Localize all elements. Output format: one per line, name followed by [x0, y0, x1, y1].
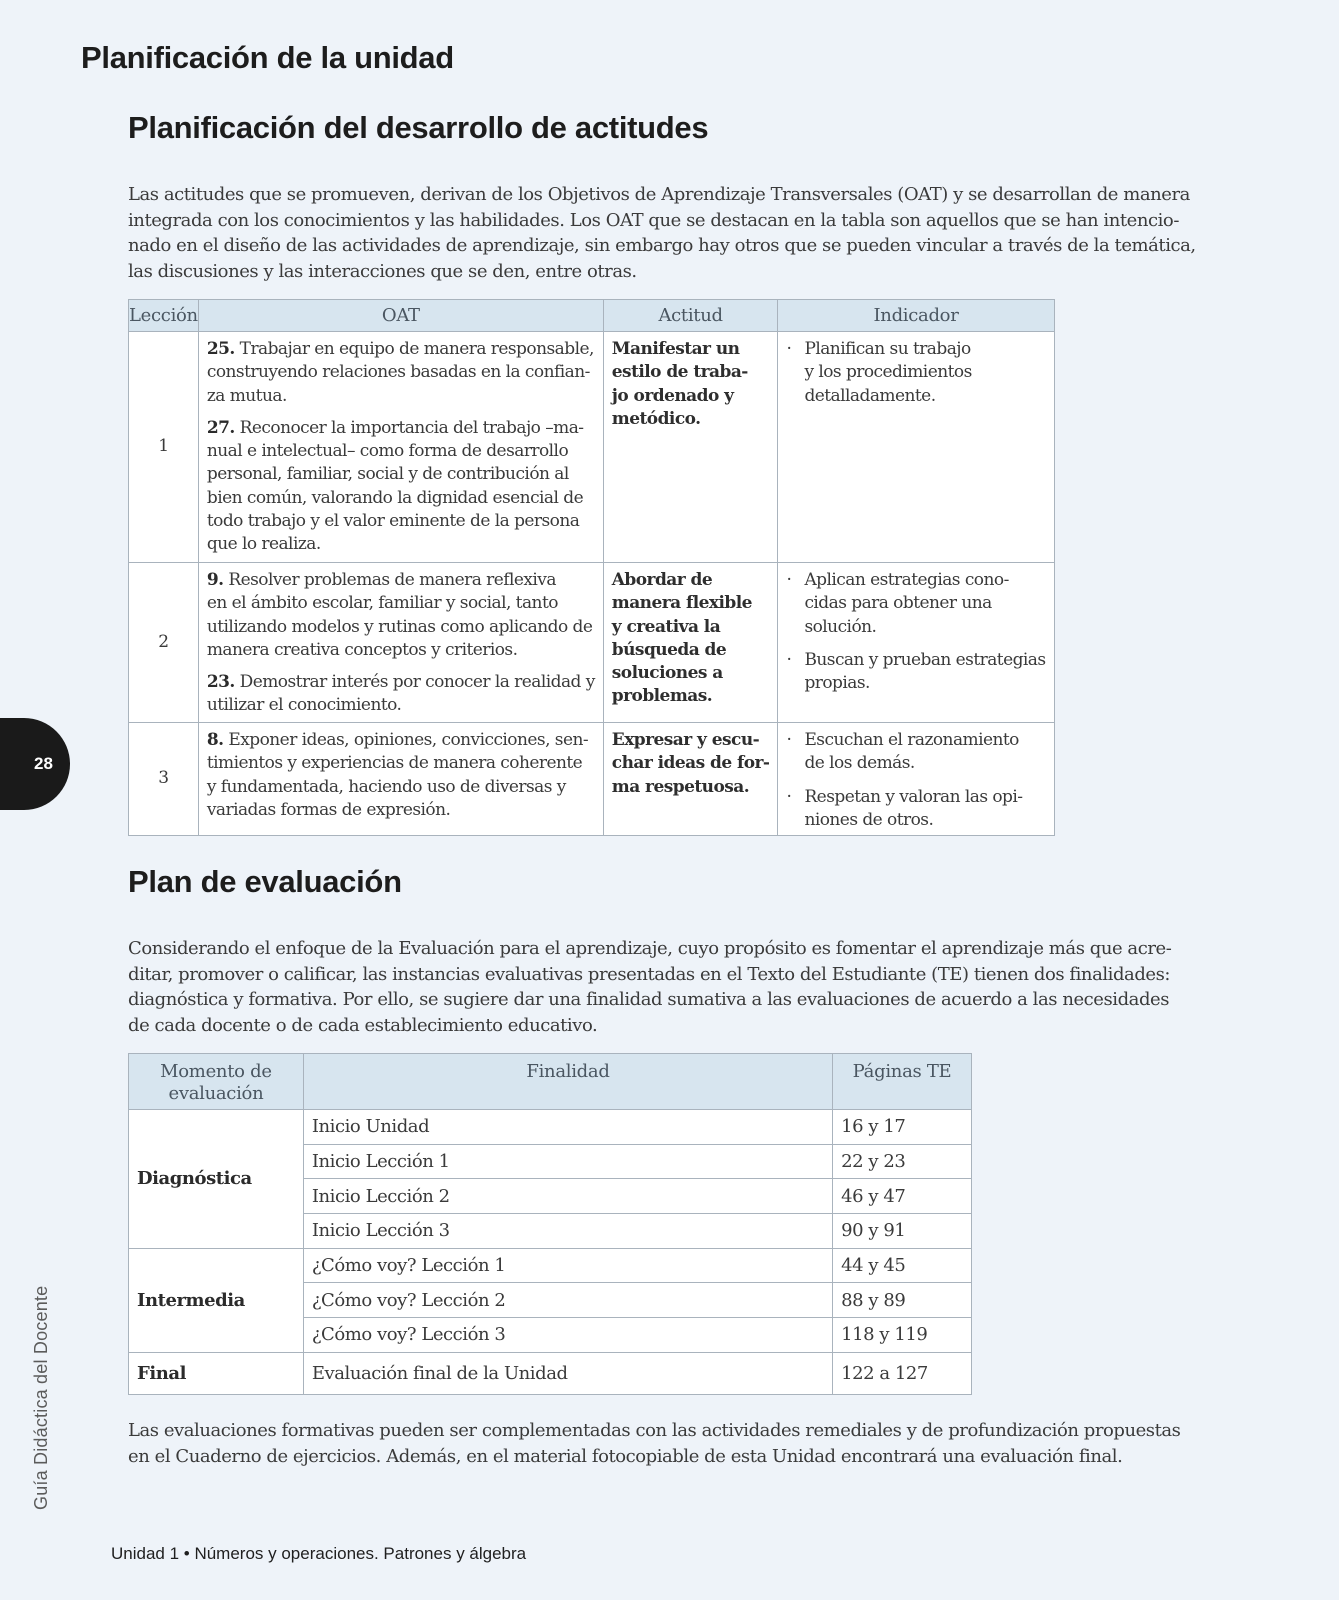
indicator-line: niones de otros.: [804, 809, 934, 830]
page-title: Planificación de la unidad: [81, 40, 454, 75]
indicator-line: propias.: [804, 673, 870, 694]
indicator-line: solución.: [804, 616, 877, 637]
pages-cell: 88 y 89: [833, 1283, 972, 1318]
oat-item: [207, 671, 595, 718]
table-row: [129, 1110, 972, 1145]
attitude-cell: [603, 332, 778, 563]
attitude-line: problemas.: [611, 686, 713, 707]
bullet-icon: ·: [786, 570, 792, 590]
oat-item: [207, 569, 595, 662]
table-row: [129, 723, 1055, 836]
table-row: [129, 332, 1055, 563]
oat-text-line: Resolver problemas de manera reflexiva: [223, 570, 556, 590]
header-attitude: Actitud: [603, 300, 778, 332]
side-guide-label: Guía Didáctica del Docente: [31, 1285, 51, 1510]
oat-text-line: timientos y experiencias de manera coherente: [206, 753, 583, 774]
purpose-cell: Inicio Unidad: [303, 1110, 832, 1145]
bullet-icon: ·: [786, 649, 792, 670]
indicator-line: y los procedimientos: [804, 362, 972, 383]
header-line: Momento de: [160, 1061, 272, 1082]
indicator-line: Respetan y valoran las opi-: [804, 786, 1023, 807]
oat-text-line: y fundamentada, haciendo uso de diversas y: [206, 776, 566, 797]
pages-cell: 46 y 47: [833, 1179, 972, 1214]
attitude-line: manera flexible: [611, 593, 752, 614]
oat-text-line: que lo realiza.: [206, 534, 321, 555]
header-purpose: Finalidad: [303, 1054, 832, 1110]
attitudes-section-title: Planificación del desarrollo de actitudes: [128, 110, 709, 145]
paragraph-line: Considerando el enfoque de la Evaluación para el aprendizaje, cuyo propósito es fomentar el aprendizaje más que acre-: [128, 938, 1172, 959]
oat-text-line: variadas formas de expresión.: [206, 799, 451, 820]
oat-cell: [198, 723, 603, 836]
moment-cell: Intermedia: [129, 1248, 304, 1352]
evaluation-intro-paragraph: [128, 936, 1172, 1038]
bullet-icon: ·: [786, 339, 792, 359]
page-number: 28: [34, 754, 53, 773]
indicator-line: Buscan y prueban estrategias: [804, 649, 1046, 670]
lesson-number: 2: [129, 563, 199, 723]
pages-cell: 16 y 17: [833, 1110, 972, 1145]
oat-text-line: bien común, valorando la dignidad esencial de: [206, 487, 584, 508]
pages-cell: 122 a 127: [833, 1352, 972, 1394]
oat-number: 23.: [206, 672, 235, 693]
oat-text-line: Reconocer la importancia del trabajo –ma-: [234, 417, 584, 438]
oat-cell: [198, 563, 603, 723]
pages-cell: 90 y 91: [833, 1214, 972, 1249]
purpose-cell: ¿Cómo voy? Lección 1: [303, 1248, 832, 1283]
purpose-cell: Inicio Lección 1: [303, 1144, 832, 1179]
oat-number: 27.: [206, 417, 235, 438]
attitude-line: soluciones a: [611, 663, 723, 684]
attitude-line: metódico.: [611, 408, 701, 429]
indicator-cell: [778, 723, 1054, 836]
purpose-cell: ¿Cómo voy? Lección 2: [303, 1283, 832, 1318]
oat-text-line: za mutua.: [206, 385, 287, 406]
purpose-cell: Inicio Lección 3: [303, 1214, 832, 1249]
paragraph-line: las discusiones y las interacciones que se den, entre otras.: [128, 260, 637, 282]
attitude-cell: [603, 563, 778, 723]
header-lesson: Lección: [129, 300, 199, 332]
paragraph-line: ditar, promover o calificar, las instancias evaluativas presentadas en el Texto del Estudiante (TE) tienen dos finalidades:: [128, 963, 1170, 985]
oat-text-line: todo trabajo y el valor eminente de la persona: [206, 511, 580, 532]
paragraph-line: nado en el diseño de las actividades de aprendizaje, sin embargo hay otros que se pueden vincular a través de la temática,: [128, 235, 1196, 256]
purpose-cell: Evaluación final de la Unidad: [303, 1352, 832, 1394]
bullet-icon: ·: [786, 786, 792, 807]
header-pages: Páginas TE: [833, 1054, 972, 1110]
pages-cell: 22 y 23: [833, 1144, 972, 1179]
indicator-cell: [778, 332, 1054, 563]
header-oat: OAT: [198, 300, 603, 332]
table-row: [129, 1248, 972, 1283]
attitude-line: Abordar de: [611, 570, 713, 590]
table-row: [129, 563, 1055, 723]
page-footer: Unidad 1 • Números y operaciones. Patrones y álgebra: [111, 1544, 527, 1563]
indicator-line: de los demás.: [804, 753, 915, 774]
attitude-line: estilo de traba-: [611, 362, 748, 383]
indicator-item: [786, 569, 1045, 639]
page-number-tab: [0, 718, 70, 810]
indicator-item: [786, 338, 1045, 408]
purpose-cell: Inicio Lección 2: [303, 1179, 832, 1214]
lesson-number: 3: [129, 723, 199, 836]
oat-text-line: nual e intelectual– como forma de desarrollo: [206, 441, 569, 462]
evaluation-table: [128, 1053, 972, 1395]
oat-cell: [198, 332, 603, 563]
oat-text-line: utilizando modelos y rutinas como aplicando de: [206, 616, 593, 637]
paragraph-line: Las evaluaciones formativas pueden ser complementadas con las actividades remediales y de profundización propuestas: [128, 1420, 1181, 1441]
attitude-line: ma respetuosa.: [611, 776, 750, 797]
oat-item: [207, 338, 595, 408]
pages-cell: 118 y 119: [833, 1318, 972, 1353]
moment-cell: Diagnóstica: [129, 1110, 304, 1249]
attitude-line: jo ordenado y: [611, 385, 734, 406]
oat-number: 9.: [206, 570, 224, 590]
table-header-row: [129, 1054, 972, 1110]
bullet-icon: ·: [786, 730, 792, 750]
oat-text-line: Trabajar en equipo de manera responsable,: [234, 339, 594, 359]
oat-text-line: utilizar el conocimiento.: [206, 695, 402, 716]
oat-text-line: personal, familiar, social y de contribución al: [206, 464, 569, 485]
indicator-line: Escuchan el razonamiento: [804, 730, 1019, 750]
indicator-line: cidas para obtener una: [804, 593, 992, 614]
attitude-line: char ideas de for-: [611, 753, 770, 774]
moment-cell: Final: [129, 1352, 304, 1394]
attitude-line: y creativa la: [611, 616, 721, 637]
header-indicator: Indicador: [778, 300, 1054, 332]
evaluation-section-title: Plan de evaluación: [128, 864, 402, 899]
indicator-cell: [778, 563, 1054, 723]
table-header-row: [129, 300, 1055, 332]
indicator-line: detalladamente.: [804, 385, 936, 406]
lesson-number: 1: [129, 332, 199, 563]
oat-text-line: en el ámbito escolar, familiar y social, tanto: [206, 593, 558, 614]
indicator-item: [786, 786, 1045, 833]
oat-number: 8.: [206, 730, 224, 750]
paragraph-line: Las actitudes que se promueven, derivan de los Objetivos de Aprendizaje Transversales (OAT) y se desarrollan de manera: [128, 184, 1190, 205]
attitudes-intro-paragraph: [128, 182, 1196, 284]
attitudes-table: [128, 299, 1055, 836]
pages-cell: 44 y 45: [833, 1248, 972, 1283]
oat-item: [207, 417, 595, 557]
paragraph-line: diagnóstica y formativa. Por ello, se sugiere dar una finalidad sumativa a las evaluaciones de acuerdo a las necesidades: [128, 989, 1170, 1010]
oat-text-line: Exponer ideas, opiniones, convicciones, sen-: [223, 730, 589, 750]
paragraph-line: en el Cuaderno de ejercicios. Además, en el material fotocopiable de esta Unidad encontrará una evaluación final.: [128, 1445, 1123, 1467]
indicator-item: [786, 649, 1045, 696]
attitude-line: búsqueda de: [611, 639, 727, 660]
header-line: evaluación: [168, 1083, 264, 1104]
purpose-cell: ¿Cómo voy? Lección 3: [303, 1318, 832, 1353]
attitude-line: Manifestar un: [611, 339, 740, 359]
paragraph-line: de cada docente o de cada establecimiento educativo.: [128, 1014, 598, 1036]
paragraph-line: integrada con los conocimientos y las habilidades. Los OAT que se destacan en la tabla son aquellos que se han intencio-: [128, 209, 1179, 231]
attitude-line: Expresar y escu-: [611, 730, 760, 750]
evaluation-closing-paragraph: [128, 1418, 1181, 1469]
indicator-line: Planifican su trabajo: [804, 339, 971, 359]
indicator-item: [786, 729, 1045, 776]
oat-text-line: Demostrar interés por conocer la realidad y: [234, 672, 595, 693]
oat-text-line: manera creativa conceptos y criterios.: [206, 639, 518, 660]
oat-text-line: construyendo relaciones basadas en la confian-: [206, 362, 590, 383]
indicator-line: Aplican estrategias cono-: [804, 570, 1009, 590]
table-row: [129, 1352, 972, 1394]
oat-number: 25.: [206, 339, 235, 359]
attitude-cell: [603, 723, 778, 836]
oat-item: [207, 729, 595, 822]
header-moment: [129, 1054, 304, 1110]
